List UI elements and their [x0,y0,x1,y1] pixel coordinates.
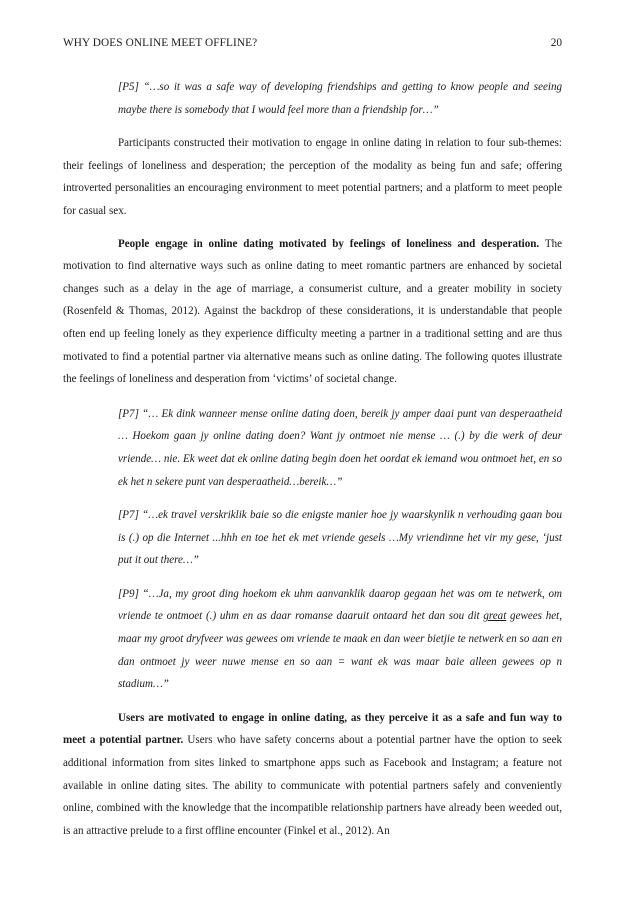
paragraph-loneliness-body: The motivation to find alternative ways such as online dating to meet romantic partners are enhanced by societal changes such as a delay in the age of marriage, a consumerist culture, and a greater mobility in society (Rosenfeld & Thomas, 2012). Against the backdrop of these considerations, it is understandable that people often end up feeling lonely as they experience difficulty meeting a partner in a traditional setting and are thus motivated to find a potential partner via alternative means such as online dating. The following quotes illustrate the feelings of loneliness and desperation from ‘victims’ of societal change. [63,237,562,386]
quote-p7-first: [P7] “… Ek dink wanneer mense online dating doen, bereik jy amper daai punt van desperaatheid … Hoekom gaan jy online dating doen? Want jy ontmoet nie mense … (.) by die werk of deur vriende… nie. Ek weet dat ek online dating begin doen het oordat ek iemand wou ontmoet het, en so ek het n sekere punt van desperaatheid…bereik…” [118,407,562,488]
paragraph-loneliness [63,233,562,391]
section-heading-loneliness: People engage in online dating motivated by feelings of loneliness and desperation. [118,237,540,250]
quote-p7-second: [P7] “…ek travel verskriklik baie so die enigste manier hoe jy waarskynlik n verhouding gaan bou is (.) op die Internet ...hhh en toe het ek met vriende gesels …My vriendinne het vir my gese, ‘just put it out there…” [118,509,562,567]
page-number: 20 [550,37,562,49]
paragraph-safe-fun [63,707,562,843]
running-head: WHY DOES ONLINE MEET OFFLINE? [63,37,258,49]
section-heading-safe-fun: Users are motivated to engage in online dating, as they perceive it as a safe and fun way to meet a potential partner. [63,711,562,747]
quote-p9-after: gewees het, maar my groot dryfveer was gewees om vriende te maak en dan weer bietjie te netwerk en so aan en dan ontmoet jy weer nuwe mense en so aan = want ek was maar baie alleen gewees op n stadium…” [118,610,562,691]
body-text [63,76,562,842]
quote-p9-underlined-word: great [483,610,507,623]
quote-p9-before: [P9] “…Ja, my groot ding hoekom ek uhm aanvanklik daarop gegaan het was om te netwerk, om vriende te ontmoet (.) uhm en as daar romanse daaruit ontaard het dan sou dit [118,587,562,623]
paragraph-safe-fun-body: Users who have safety concerns about a potential partner have the option to seek additional information from sites linked to smartphone apps such as Facebook and Instagram; a feature not available in online dating sites. The ability to communicate with potential partners safely and conveniently online, combined with the knowledge that the incompatible relationship partners have already been weeded out, is an attractive prelude to a first offline encounter (Finkel et al., 2012). An [63,734,562,837]
paragraph-themes: Participants constructed their motivation to engage in online dating in relation to four sub-themes: their feelings of loneliness and desperation; the perception of the modality as being fun and safe; offering introverted personalities an encouraging environment to meet potential partners; and a platform to meet people for casual sex. [63,137,562,217]
quote-p9 [118,583,562,696]
quote-p5: [P5] “…so it was a safe way of developing friendships and getting to know people and seeing maybe there is somebody that I would feel more than a friendship for…” [118,81,562,116]
